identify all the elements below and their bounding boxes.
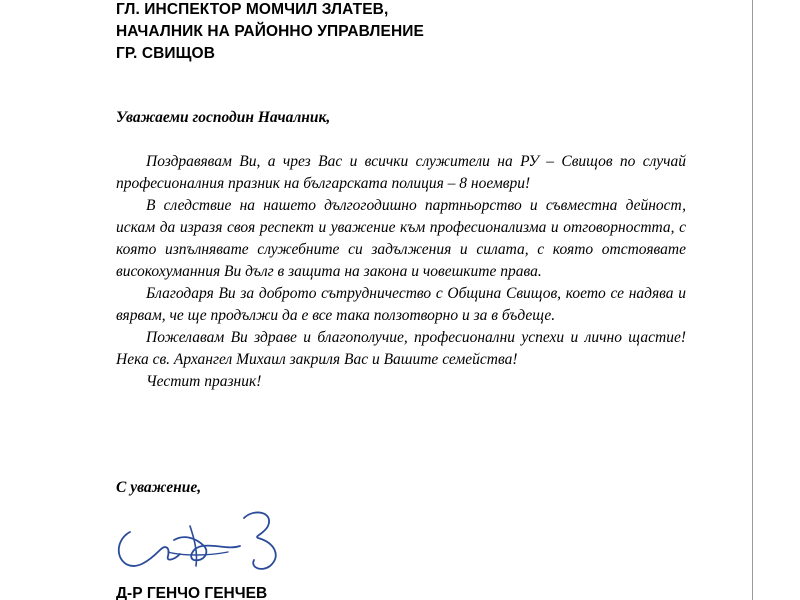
recipient-line-3: ГР. СВИЩОВ bbox=[116, 45, 215, 62]
signature-stroke bbox=[168, 552, 228, 555]
page-edge-line bbox=[752, 0, 753, 600]
signer-name: Д-Р ГЕНЧО ГЕНЧЕВ bbox=[116, 585, 268, 600]
paragraph-partnership: В следствие на нашето дългогодишно партньорство и съвместна дейност, искам да изразя своя респект и уважение към професионализма и отговорността, с която изпълнявате служебните си задължения и силата, с която отстоявате високохуманния Ви дълг в защита на закона и човешките права. bbox=[116, 197, 686, 280]
letter-body bbox=[116, 151, 686, 393]
paragraph-congratulation: Честит празник! bbox=[146, 373, 262, 390]
recipient-line-1: ГЛ. ИНСПЕКТОР МОМЧИЛ ЗЛАТЕВ, bbox=[116, 1, 389, 18]
signature-stroke bbox=[244, 512, 276, 568]
signature-stroke bbox=[174, 537, 240, 560]
recipient-line-2: НАЧАЛНИК НА РАЙОННО УПРАВЛЕНИЕ bbox=[116, 23, 424, 40]
closing: С уважение, bbox=[116, 479, 202, 496]
salutation: Уважаеми господин Началник, bbox=[116, 109, 331, 126]
paragraph-thanks: Благодаря Ви за доброто сътрудничество с Община Свищов, което се надява и вярвам, че ще продължи да е все така ползотворно и за в бъдеще. bbox=[116, 285, 686, 324]
signature-stroke bbox=[119, 532, 180, 566]
recipient-block bbox=[116, 0, 424, 65]
handwritten-signature bbox=[108, 504, 298, 582]
paragraph-wishes: Пожелавам Ви здраве и благополучие, професионални успехи и лично щастие! Нека св. Архангел Михаил закриля Вас и Вашите семейства! bbox=[116, 329, 686, 368]
paragraph-greeting: Поздравявам Ви, а чрез Вас и всички служители на РУ – Свищов по случай професионалния празник на българската полиция – 8 ноември! bbox=[116, 153, 686, 192]
